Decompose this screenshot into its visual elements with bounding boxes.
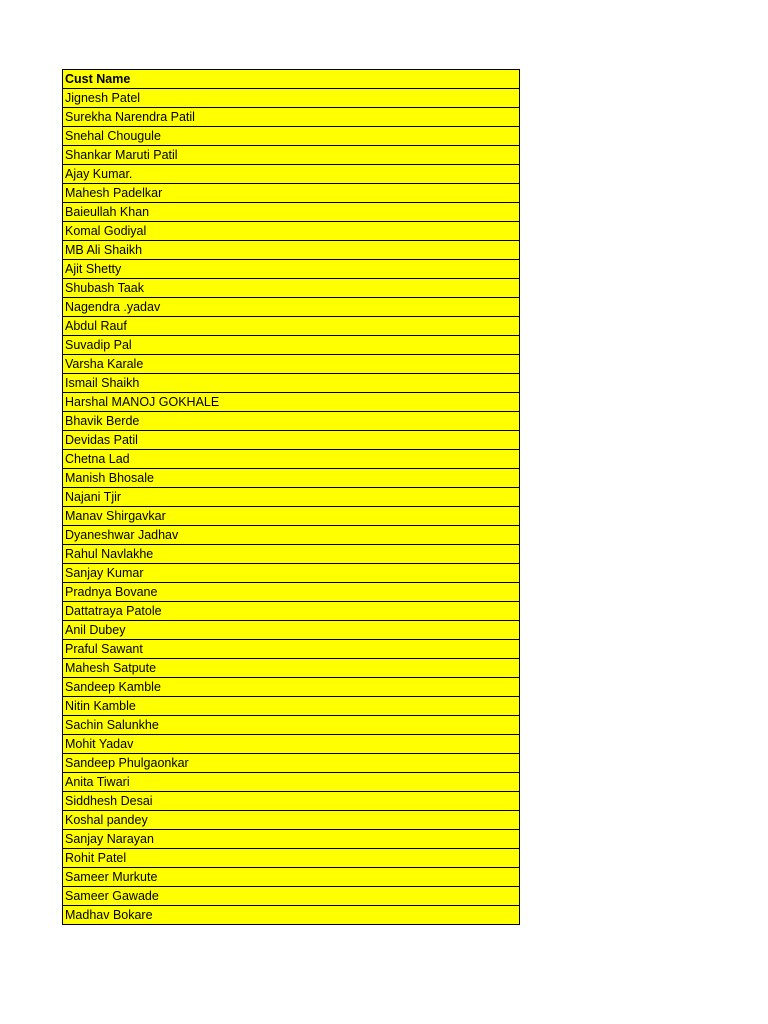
cust-name-cell[interactable]: Abdul Rauf [63,317,520,336]
cust-name-cell[interactable]: Surekha Narendra Patil [63,108,520,127]
table-row [63,735,520,754]
table-row [63,526,520,545]
cust-name-cell[interactable]: Chetna Lad [63,450,520,469]
cust-name-cell[interactable]: Anil Dubey [63,621,520,640]
cust-name-cell[interactable]: Sachin Salunkhe [63,716,520,735]
table-row [63,146,520,165]
cust-name-cell[interactable]: Ismail Shaikh [63,374,520,393]
cust-name-cell[interactable]: Dyaneshwar Jadhav [63,526,520,545]
cust-name-cell[interactable]: Sandeep Phulgaonkar [63,754,520,773]
table-row [63,298,520,317]
table-row [63,317,520,336]
table-row [63,241,520,260]
table-row [63,127,520,146]
table-row [63,507,520,526]
table-row [63,849,520,868]
table-row [63,868,520,887]
cust-name-cell[interactable]: Mahesh Padelkar [63,184,520,203]
cust-name-cell[interactable]: Jignesh Patel [63,89,520,108]
cust-name-cell[interactable]: Mohit Yadav [63,735,520,754]
cust-name-cell[interactable]: Rohit Patel [63,849,520,868]
cust-name-cell[interactable]: Dattatraya Patole [63,602,520,621]
table-row [63,583,520,602]
header-row [63,70,520,89]
cust-name-cell[interactable]: Madhav Bokare [63,906,520,925]
cust-name-cell[interactable]: Nitin Kamble [63,697,520,716]
table-row [63,165,520,184]
cust-name-cell[interactable]: Baieullah Khan [63,203,520,222]
table-row [63,678,520,697]
cust-name-cell[interactable]: Devidas Patil [63,431,520,450]
cust-name-cell[interactable]: Snehal Chougule [63,127,520,146]
cust-name-cell[interactable]: Mahesh Satpute [63,659,520,678]
table-row [63,697,520,716]
cust-name-cell[interactable]: Rahul Navlakhe [63,545,520,564]
spreadsheet-region [62,69,520,925]
table-row [63,203,520,222]
table-row [63,412,520,431]
cust-name-cell[interactable]: Siddhesh Desai [63,792,520,811]
column-header-cust-name[interactable]: Cust Name [63,70,520,89]
table-row [63,393,520,412]
table-row [63,602,520,621]
cust-name-cell[interactable]: Komal Godiyal [63,222,520,241]
cust-name-cell[interactable]: MB Ali Shaikh [63,241,520,260]
cust-name-cell[interactable]: Ajit Shetty [63,260,520,279]
table-row [63,431,520,450]
cust-name-cell[interactable]: Manish Bhosale [63,469,520,488]
cust-name-cell[interactable]: Bhavik Berde [63,412,520,431]
table-row [63,887,520,906]
table-row [63,640,520,659]
cust-name-cell[interactable]: Sanjay Narayan [63,830,520,849]
table-row [63,450,520,469]
cust-name-cell[interactable]: Harshal MANOJ GOKHALE [63,393,520,412]
table-row [63,374,520,393]
cust-name-cell[interactable]: Suvadip Pal [63,336,520,355]
table-row [63,659,520,678]
cust-name-cell[interactable]: Manav Shirgavkar [63,507,520,526]
table-row [63,336,520,355]
cust-name-cell[interactable]: Koshal pandey [63,811,520,830]
table-row [63,355,520,374]
cust-name-cell[interactable]: Sameer Gawade [63,887,520,906]
cust-name-cell[interactable]: Ajay Kumar. [63,165,520,184]
table-row [63,621,520,640]
table-row [63,773,520,792]
cust-name-cell[interactable]: Najani Tjir [63,488,520,507]
cust-name-cell[interactable]: Shankar Maruti Patil [63,146,520,165]
table-row [63,811,520,830]
cust-name-cell[interactable]: Pradnya Bovane [63,583,520,602]
table-row [63,564,520,583]
table-row [63,906,520,925]
table-body [63,89,520,925]
table-row [63,830,520,849]
table-row [63,89,520,108]
table-row [63,184,520,203]
table-row [63,260,520,279]
table-row [63,469,520,488]
table-row [63,108,520,127]
cust-name-cell[interactable]: Shubash Taak [63,279,520,298]
cust-name-cell[interactable]: Anita Tiwari [63,773,520,792]
customer-table [62,69,520,925]
cust-name-cell[interactable]: Sandeep Kamble [63,678,520,697]
table-row [63,545,520,564]
cust-name-cell[interactable]: Varsha Karale [63,355,520,374]
cust-name-cell[interactable]: Sanjay Kumar [63,564,520,583]
table-row [63,754,520,773]
table-row [63,488,520,507]
table-row [63,716,520,735]
table-row [63,792,520,811]
cust-name-cell[interactable]: Sameer Murkute [63,868,520,887]
cust-name-cell[interactable]: Nagendra .yadav [63,298,520,317]
table-row [63,222,520,241]
cust-name-cell[interactable]: Praful Sawant [63,640,520,659]
table-row [63,279,520,298]
